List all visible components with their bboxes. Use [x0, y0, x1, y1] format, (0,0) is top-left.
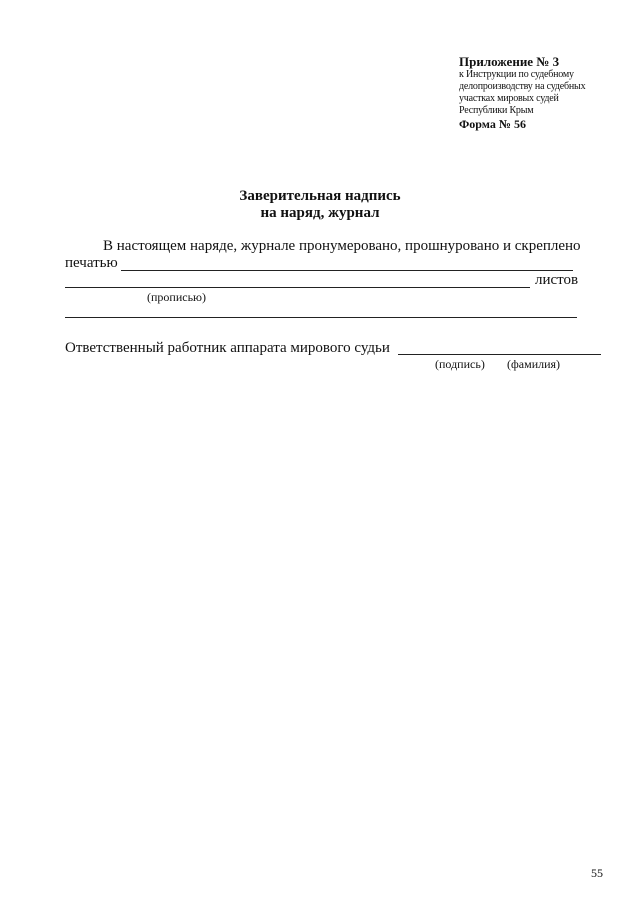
seal-label: печатью: [65, 255, 118, 271]
surname-caption: (фамилия): [507, 357, 561, 371]
certification-paragraph: В настоящем наряде, журнале пронумеровано, прошнуровано и скреплено: [103, 238, 581, 254]
appendix-line: Республики Крым: [459, 105, 534, 116]
responsible-employee-label: Ответственный работник аппарата мирового судьи: [65, 340, 390, 356]
document-title-line-1: Заверительная надпись: [239, 188, 401, 204]
appendix-title: Приложение № 3: [459, 54, 560, 69]
signature-blank-line: [398, 354, 601, 355]
extra-blank-line: [65, 317, 577, 318]
appendix-line: к Инструкции по судебному: [459, 69, 574, 80]
appendix-header: [459, 54, 629, 131]
appendix-line: делопроизводству на судебных: [459, 81, 586, 92]
form-number: Форма № 56: [459, 117, 526, 131]
sheet-count-blank-line: [65, 287, 530, 288]
signature-caption: (подпись): [435, 357, 485, 371]
in-words-caption: (прописью): [147, 290, 207, 304]
sheets-label: листов: [535, 272, 579, 288]
seal-blank-line: [121, 270, 573, 271]
document-title-line-2: на наряд, журнал: [260, 205, 380, 221]
appendix-line: участках мировых судей: [459, 93, 559, 104]
page-number: 55: [591, 866, 603, 880]
